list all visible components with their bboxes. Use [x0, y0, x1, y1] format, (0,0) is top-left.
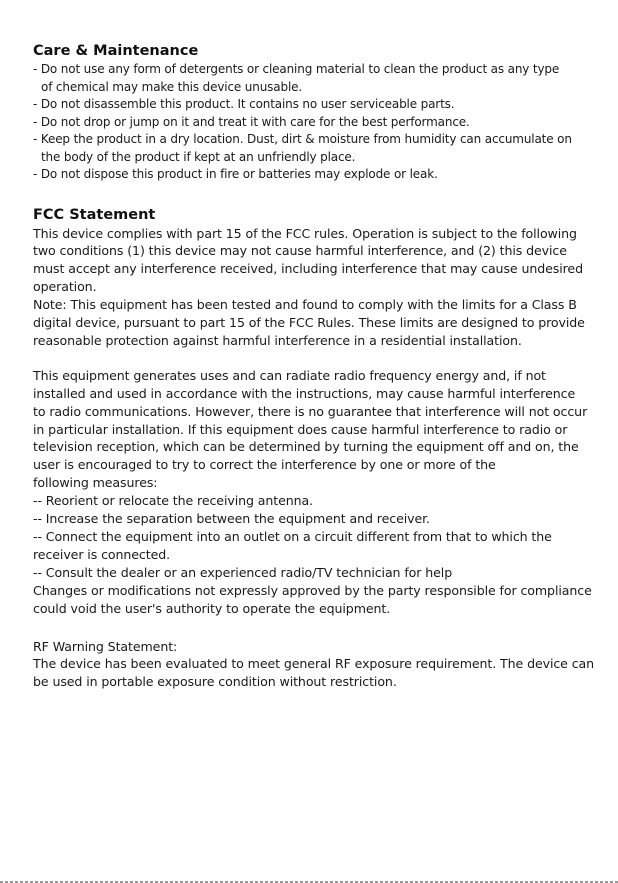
text-line: This device complies with part 15 of the FCC rules. Operation is subject to the following — [33, 225, 577, 241]
text-line: television reception, which can be determined by turning the equipment off and on, the — [33, 439, 579, 455]
text-line: be used in portable exposure condition without restriction. — [33, 674, 397, 690]
list-item — [33, 166, 601, 184]
text-line: user is encouraged to try to correct the interference by one or more of the — [33, 457, 496, 473]
text-line: must accept any interference received, including interference that may cause undesired — [33, 261, 583, 277]
document-page — [33, 42, 601, 691]
text-line: two conditions (1) this device may not cause harmful interference, and (2) this device — [33, 243, 567, 259]
fcc-statement-heading: FCC Statement — [33, 206, 156, 223]
care-maintenance-list — [33, 61, 601, 184]
text-line: reasonable protection against harmful interference in a residential installation. — [33, 332, 522, 348]
care-maintenance-heading: Care & Maintenance — [33, 43, 199, 59]
text-line: -- Increase the separation between the equipment and receiver. — [33, 511, 430, 527]
list-item-text-continued: the body of the product if kept at an unfriendly place. — [41, 149, 356, 164]
paragraph-spacer — [33, 618, 601, 638]
text-line: in particular installation. If this equipment does cause harmful interference to radio or — [33, 421, 568, 437]
list-item — [33, 61, 601, 96]
text-line: operation. — [33, 279, 97, 295]
list-item-text: - Do not drop or jump on it and treat it with care for the best performance. — [33, 114, 470, 129]
list-item-text-continued: of chemical may make this device unusable. — [41, 79, 303, 94]
text-line: could void the user's authority to operate the equipment. — [33, 600, 391, 616]
fcc-paragraph-2 — [33, 367, 601, 618]
text-line: Changes or modifications not expressly approved by the party responsible for compliance — [33, 582, 592, 598]
text-line: following measures: — [33, 475, 158, 491]
rf-warning-heading: RF Warning Statement: — [33, 638, 178, 654]
list-item-text: - Keep the product in a dry location. Dust, dirt & moisture from humidity can accumulate on — [33, 132, 572, 146]
text-line: receiver is connected. — [33, 546, 171, 562]
text-line: installed and used in accordance with the instructions, may cause harmful interference — [33, 385, 576, 401]
text-line: digital device, pursuant to part 15 of the FCC Rules. These limits are designed to provide — [33, 315, 585, 331]
text-line: to radio communications. However, there is no guarantee that interference will not occur — [33, 403, 588, 419]
text-line: The device has been evaluated to meet general RF exposure requirement. The device can — [33, 656, 595, 672]
text-line: This equipment generates uses and can radiate radio frequency energy and, if not — [33, 367, 546, 383]
list-item-text: - Do not dispose this product in fire or batteries may explode or leak. — [33, 167, 438, 181]
paragraph-spacer — [33, 350, 601, 367]
list-item — [33, 114, 601, 132]
text-line: Note: This equipment has been tested and found to comply with the limits for a Class B — [33, 297, 577, 313]
text-line: -- Reorient or relocate the receiving antenna. — [33, 493, 314, 509]
list-item — [33, 96, 601, 114]
list-item-text: - Do not disassemble this product. It contains no user serviceable parts. — [33, 97, 455, 111]
text-line: -- Consult the dealer or an experienced radio/TV technician for help — [33, 564, 453, 580]
list-item-text: - Do not use any form of detergents or cleaning material to clean the product as any type — [33, 62, 560, 76]
text-line: -- Connect the equipment into an outlet on a circuit different from that to which the — [33, 529, 552, 544]
list-item — [33, 131, 601, 166]
rf-warning-section — [33, 638, 601, 692]
fcc-paragraph-1 — [33, 225, 601, 350]
